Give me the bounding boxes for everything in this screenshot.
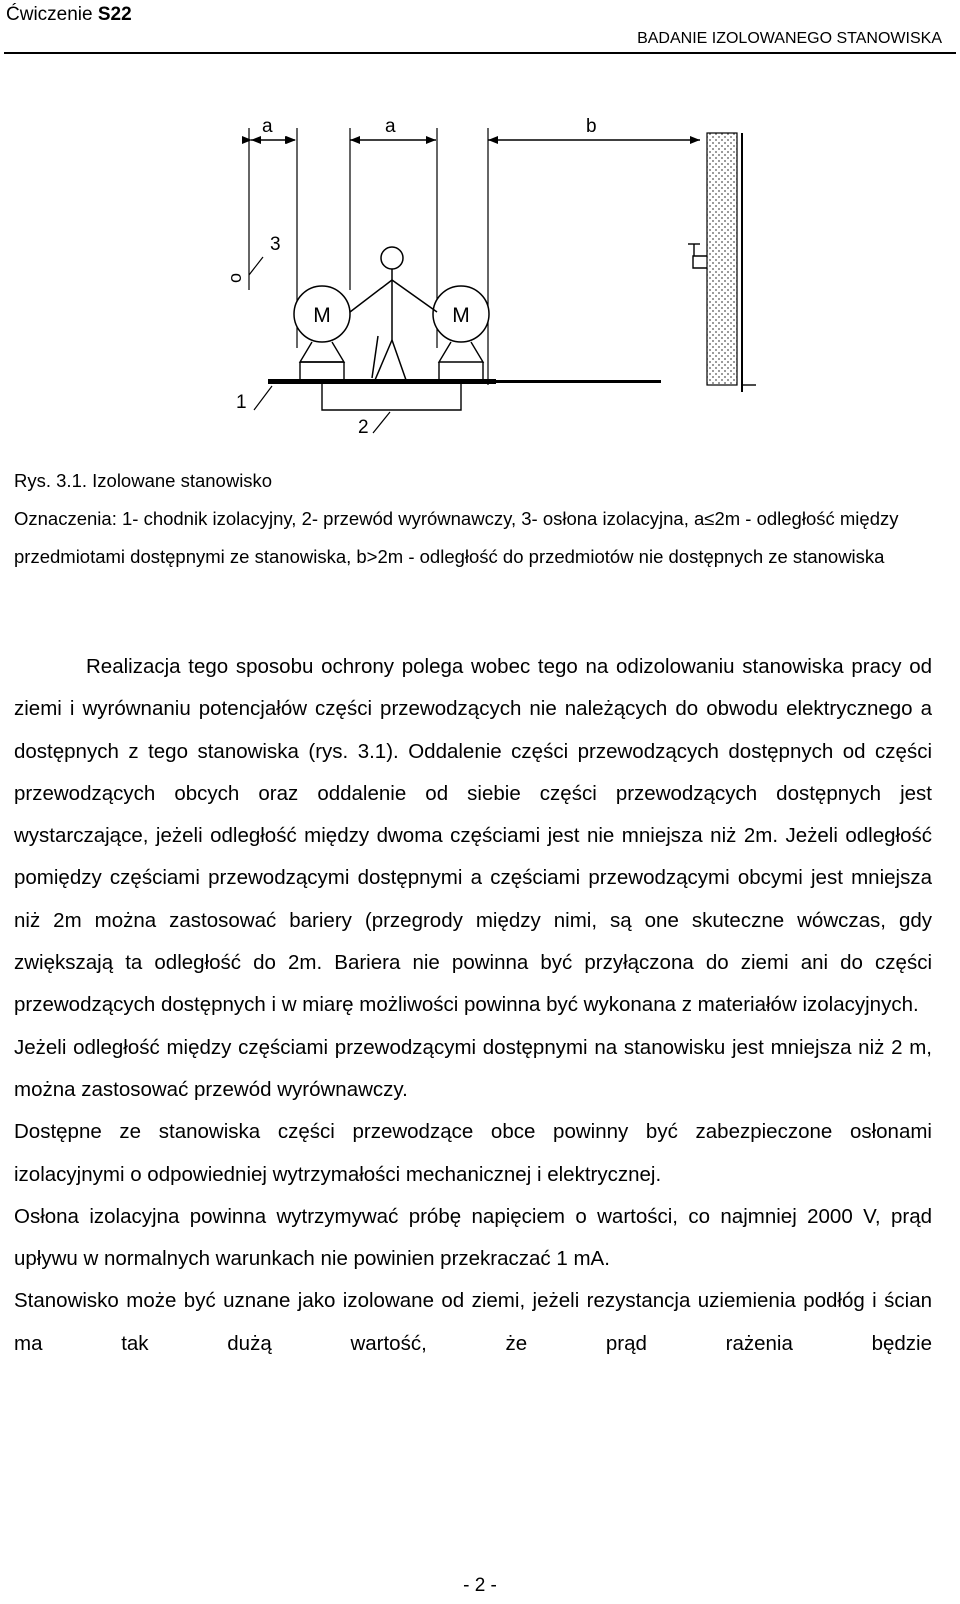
page-number: - 2 - <box>463 1575 497 1596</box>
paragraph-1: Realizacja tego sposobu ochrony polega wobec tego na odizolowaniu stanowiska pracy od ziemi i wyrównaniu potencjałów części przewodzących nie należących do obwodu elektrycznego a dostępnych z tego stanowiska (rys. 3.1). Oddalenie części przewodzących dostępnych od części przewodzących obcych oraz oddalenie od siebie części przewodzących dostępnych jest wystarczające, jeżeli odległość między dwoma częściami jest nie mniejsza niż 2m. Jeżeli odległość pomiędzy częściami przewodzącymi dostępnymi a częściami przewodzącymi obcymi jest mniejsza niż 2m można zastosować bariery (przegrody między nimi, są one skuteczne wówczas, gdy zwiększają ta odległość do 2m. Bariera nie powinna być przyłączona do ziemi ani do części przewodzących dostępnych i w miarę możliwości powinna być wykonana z materiałów izolacyjnych. <box>14 655 932 1017</box>
dimension-label-b: b <box>586 116 597 137</box>
label-2-leader <box>373 412 390 433</box>
paragraph-2: Jeżeli odległość między częściami przewodzącymi dostępnymi na stanowisku jest mniejsza niż 2 m, można zastosować przewód wyrównawczy. <box>14 1035 932 1101</box>
paragraph-3: Dostępne ze stanowiska części przewodzące obce powinny być zabezpieczone osłonami izolacyjnymi o odpowiedniej wytrzymałości mechanicznej i elektrycznej. <box>14 1120 932 1186</box>
person-figure <box>350 247 437 380</box>
body-text <box>14 646 932 1365</box>
isolated-workstation-figure <box>0 100 960 445</box>
motor-right-label: M <box>452 304 470 327</box>
wall <box>707 133 756 392</box>
paragraph-5: Stanowisko może być uznane jako izolowane od ziemi, jeżeli rezystancja uziemienia podłóg i ścian ma tak dużą wartość, że prąd rażenia będzie <box>14 1289 932 1355</box>
paragraph-4: Osłona izolacyjna powinna wytrzymywać próbę napięciem o wartości, co najmniej 2000 V, prąd upływu w normalnych warunkach nie powinien przekraczać 1 mA. <box>14 1204 932 1271</box>
document-title: BADANIE IZOLOWANEGO STANOWISKA <box>637 30 942 47</box>
label-3-leader <box>249 257 263 275</box>
dimension-label-a-right: a <box>385 116 396 137</box>
label-insulating-cover: 3 <box>270 234 281 255</box>
label-equipotential-conductor: 2 <box>358 417 369 438</box>
figure-caption-title: Rys. 3.1. Izolowane stanowisko <box>14 470 273 491</box>
motor-left-label: M <box>313 304 331 327</box>
dimension-label-a-left: a <box>262 116 273 137</box>
motor-right <box>433 286 489 382</box>
exercise-label <box>6 4 132 26</box>
floor-line <box>496 380 661 383</box>
figure-caption <box>14 462 944 576</box>
exercise-code: S22 <box>97 4 132 25</box>
wall-bracket <box>688 244 707 268</box>
label-o: o <box>225 272 245 283</box>
label-1-leader <box>254 386 272 410</box>
header-divider <box>4 52 956 54</box>
insulating-mat <box>268 379 496 384</box>
exercise-prefix: Ćwiczenie <box>6 4 98 25</box>
motor-left <box>294 286 350 382</box>
figure-caption-legend: Oznaczenia: 1- chodnik izolacyjny, 2- przewód wyrównawczy, 3- osłona izolacyjna, a≤2m - odległość między przedmiotami dostępnymi ze stanowiska, b>2m - odległość do przedmiotów nie dostępnych ze stanowiska <box>14 508 899 567</box>
extension-lines <box>249 128 488 385</box>
label-insulating-mat: 1 <box>236 392 247 413</box>
equipotential-conductor <box>322 382 461 410</box>
